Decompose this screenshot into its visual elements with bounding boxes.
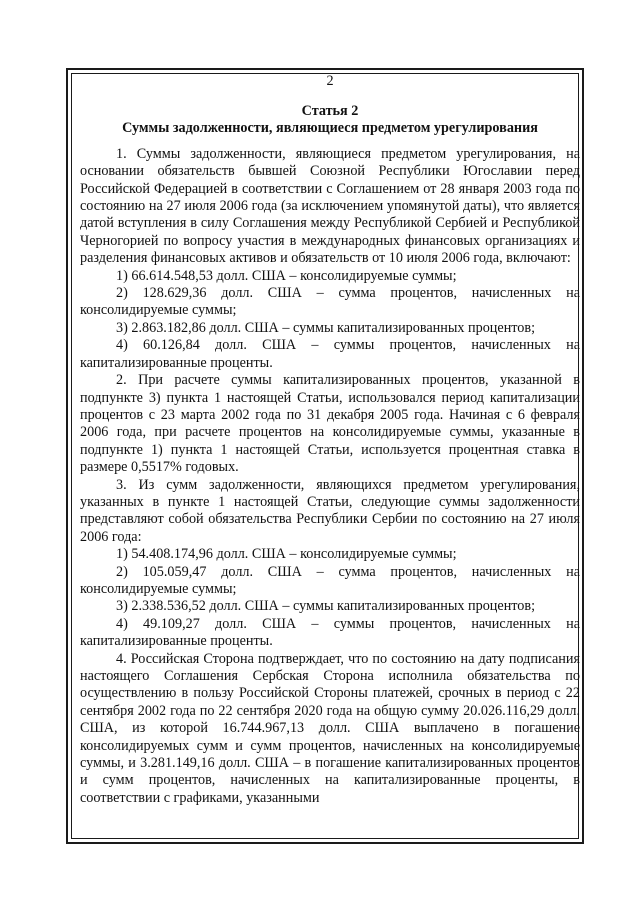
paragraph-3-item-4: 4) 49.109,27 долл. США – суммы процентов, начисленных на капитализированные проценты. <box>80 615 580 650</box>
paragraph-1-item-4: 4) 60.126,84 долл. США – суммы процентов, начисленных на капитализированные проценты. <box>80 337 580 371</box>
paragraph-3: 3. Из сумм задолженности, являющихся предметом урегулирования, указанных в пункте 1 настоящей Статьи, следующие суммы задолженности представляют собой обязательства Республики Сербии по состоянию на 27 июля 2006 года: <box>80 476 580 545</box>
paragraph-1-item-2: 2) 128.629,36 долл. США – сумма процентов, начисленных на консолидируемые суммы; <box>80 285 580 319</box>
article-title: Суммы задолженности, являющиеся предметом урегулирования <box>122 120 538 137</box>
page-number: 2 <box>326 73 334 89</box>
paragraph-3-item-2: 2) 105.059,47 долл. США – сумма процентов, начисленных на консолидируемые суммы; <box>80 563 580 597</box>
article-number: Статья 2 <box>301 103 359 119</box>
paragraph-3-item-1: 1) 54.408.174,96 долл. США – консолидируемые суммы; <box>116 546 457 563</box>
document-body <box>80 73 580 807</box>
paragraph-1-item-3: 3) 2.863.182,86 долл. США – суммы капитализированных процентов; <box>116 319 536 336</box>
paragraph-4: 4. Российская Сторона подтверждает, что по состоянию на дату подписания настоящего Соглашения Сербская Сторона исполнила обязательства по осуществлению в пользу Российской Стороны платежей, срочных в период с 22 сентября 2002 года по 22 сентября 2020 года на общую сумму 20.026.116,29 долл. США, из которой 16.744.967,13 долл. США выплачено в погашение консолидируемых сумм и сумм процентов, начисленных на консолидируемые суммы, и 3.281.149,16 долл. США – в погашение капитализированных процентов и сумм процентов, начисленных на капитализированные проценты, в соответствии с графиками, указанными <box>80 650 580 806</box>
paragraph-1: 1. Суммы задолженности, являющиеся предметом урегулирования, на основании обязательств бывшей Союзной Республики Югославии перед Российской Федерацией в соответствии с Соглашением от 28 января 2003 года по состоянию на 27 июля 2006 года (за исключением упомянутой даты), что является датой вступления в силу Соглашения между Республикой Сербией и Республикой Черногорией по вопросу участия в международных финансовых организациях и разделения финансовых активов и обязательств от 10 июля 2006 года, включают: <box>80 145 580 267</box>
paragraph-1-item-1: 1) 66.614.548,53 долл. США – консолидируемые суммы; <box>116 267 457 284</box>
paragraph-2: 2. При расчете суммы капитализированных процентов, указанной в подпункте 3) пункта 1 настоящей Статьи, использовался период капитализации процентов с 23 марта 2002 года по 31 декабря 2005 года. Начиная с 6 февраля 2006 года, при расчете процентов на консолидируемые суммы, указанные в подпункте 1) пункта 1 настоящей Статьи, используется процентная ставка в размере 0,5517% годовых. <box>80 372 580 476</box>
paragraph-3-item-3: 3) 2.338.536,52 долл. США – суммы капитализированных процентов; <box>116 598 536 615</box>
